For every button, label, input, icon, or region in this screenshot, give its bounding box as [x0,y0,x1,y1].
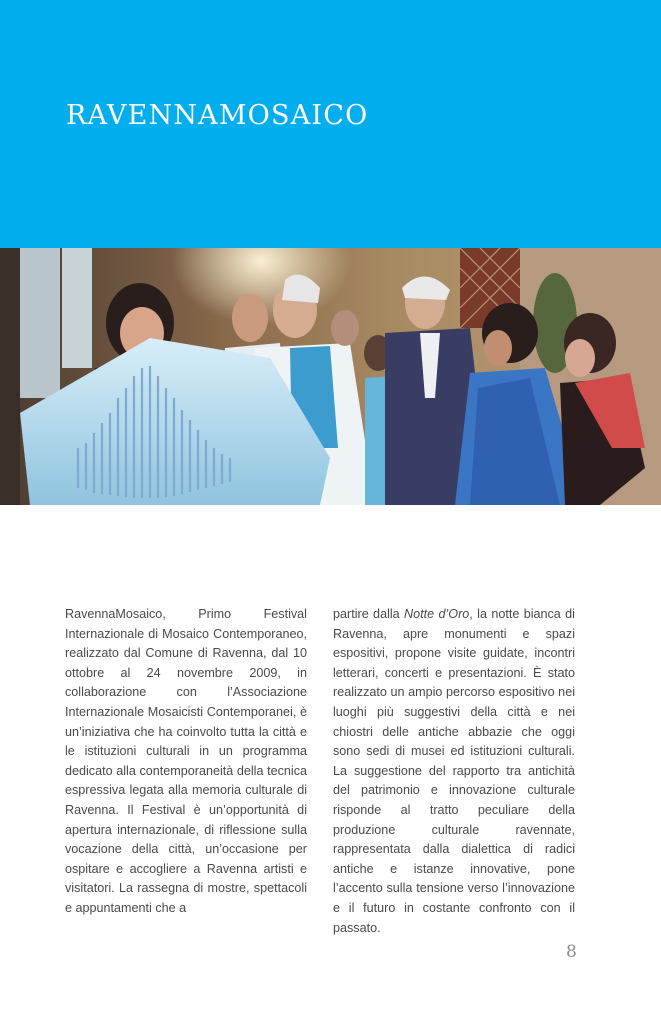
header-band [0,0,661,248]
paragraph-2-start: partire dalla [333,607,405,621]
section-title: RAVENNAMOSAICO [66,100,369,131]
event-photo [0,248,661,505]
body-column-2 [333,605,575,938]
page-number: 8 [566,942,577,962]
event-name-italic: Notte d’Oro [404,607,470,621]
body-paragraph-2 [333,605,575,938]
photo-illustration [0,248,661,505]
body-column-1 [65,605,307,919]
paragraph-2-rest: , la notte bianca di Ravenna, apre monumenti e spazi espositivi, propone visite guidate, incontri letterari, concerti e presentazioni. È stato realizzato un ampio percorso espositivo nei luoghi più suggestivi della città e nei chiostri delle antiche abbazie che oggi sono sedi di musei ed istituzioni culturali. La suggestione del rapporto tra antichità del patrimonio e innovazione culturale risponde al tratto peculiare della produzione culturale ravennate, rappresentata dalla dialettica di radici antiche e istanze innovative, pone l’accento sulla tensione verso l’innovazione e il futuro in costante confronto con il passato. [333,607,575,935]
body-paragraph-1: RavennaMosaico, Primo Festival Internazionale di Mosaico Contemporaneo, realizzato dal Comune di Ravenna, dal 10 ottobre al 24 novembre 2009, in collaborazione con l’Associazione Internazionale Mosaicisti Contemporanei, è un’iniziativa che ha coinvolto tutta la città e le istituzioni culturali in un programma dedicato alla contemporaneità della tecnica espressiva legata alla memoria culturale di Ravenna. Il Festival è un’opportunità di apertura internazionale, di riflessione sulla vocazione della città, un’occasione per ospitare e accogliere a Ravenna artisti e visitatori. La rassegna di mostre, spettacoli e appuntamenti che a [65,607,307,915]
